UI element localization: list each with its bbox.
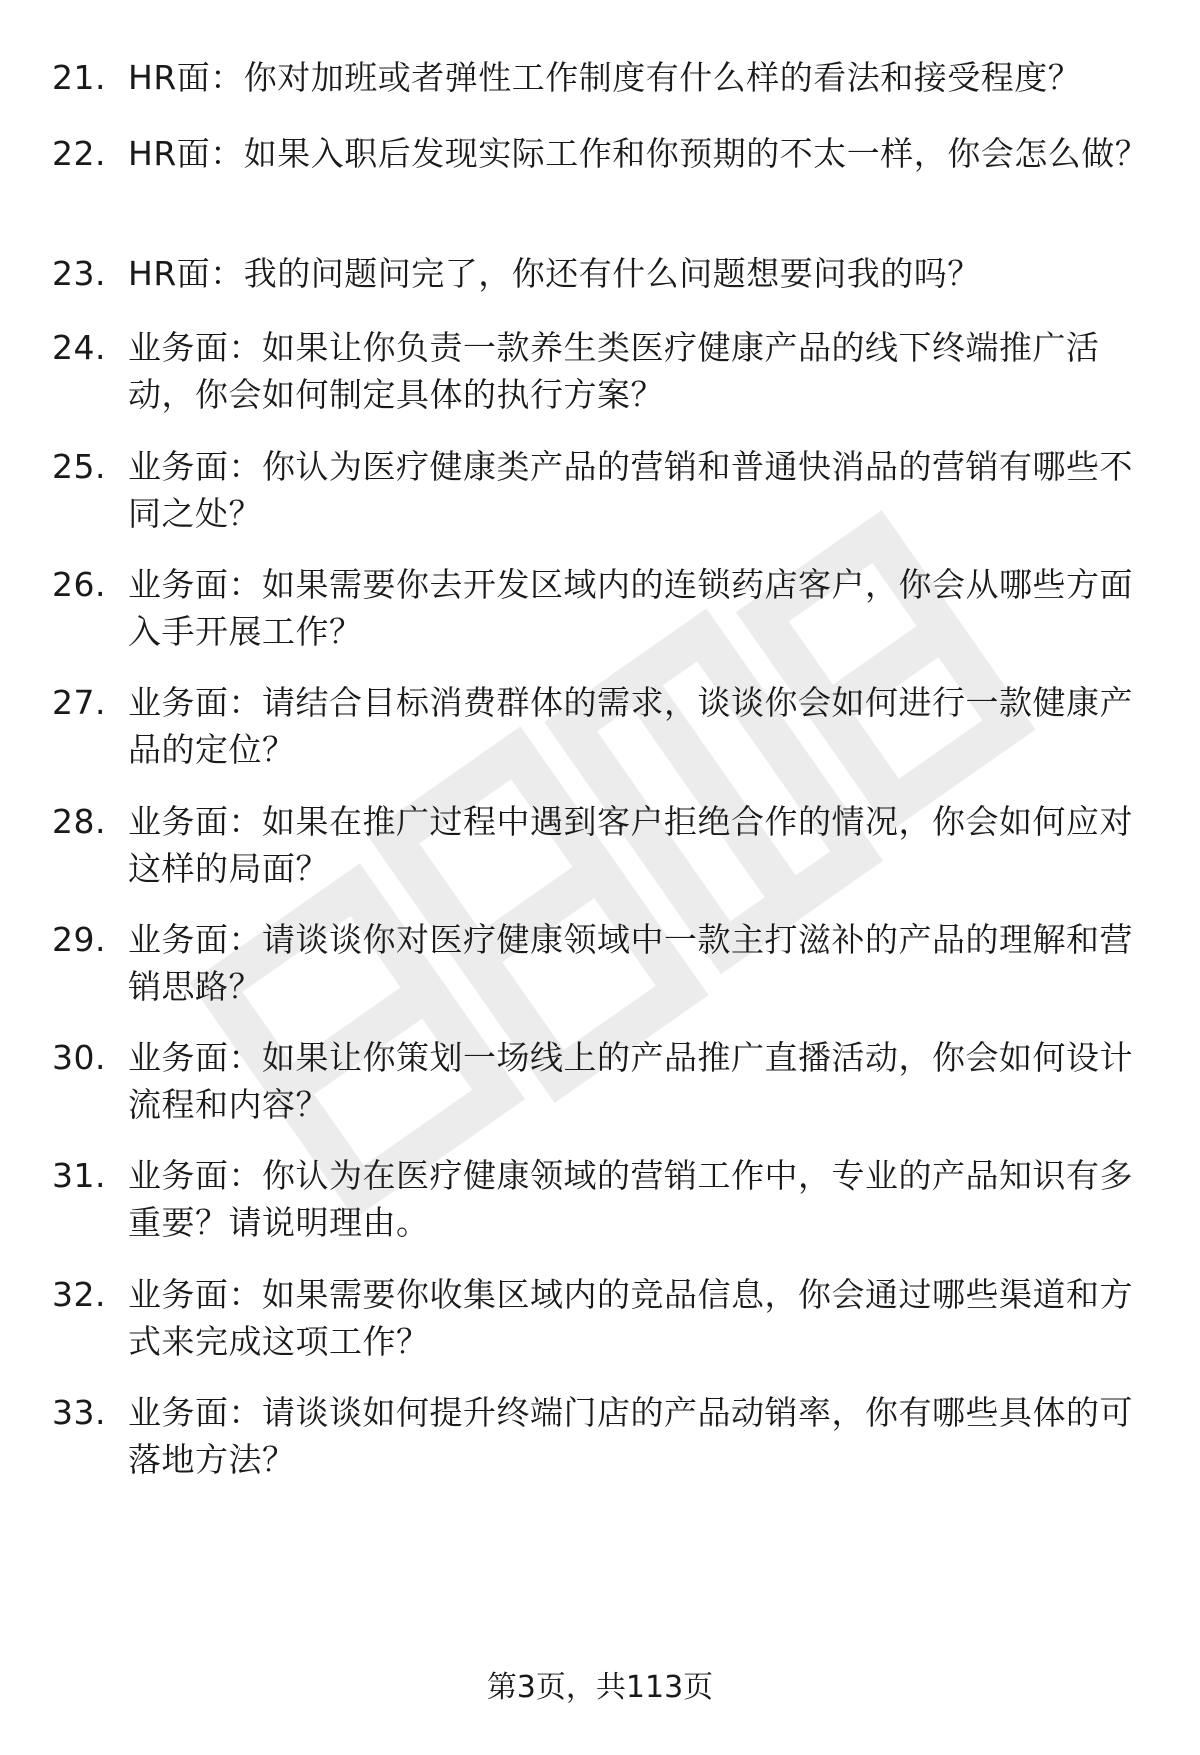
list-item — [52, 1271, 1162, 1365]
list-item — [52, 679, 1162, 773]
list-item — [52, 130, 1162, 177]
question-number: 22. — [52, 134, 106, 173]
question-text: HR面：如果入职后发现实际工作和你预期的不太一样，你会怎么做？ — [128, 134, 1149, 173]
question-number: 23. — [52, 254, 106, 293]
page-footer — [0, 1668, 1200, 1708]
question-text: 业务面：你认为医疗健康类产品的营销和普通快消品的营销有哪些不同之处？ — [128, 447, 1133, 533]
list-item — [52, 324, 1162, 418]
question-number: 21. — [52, 58, 106, 97]
question-number: 24. — [52, 328, 106, 367]
question-text: 业务面：如果在推广过程中遇到客户拒绝合作的情况，你会如何应对这样的局面？ — [128, 802, 1133, 888]
question-number: 28. — [52, 802, 106, 841]
list-item — [52, 1389, 1162, 1483]
question-number: 27. — [52, 683, 106, 722]
list-item — [52, 798, 1162, 892]
question-text: 业务面：请结合目标消费群体的需求，谈谈你会如何进行一款健康产品的定位？ — [128, 683, 1133, 769]
list-item — [52, 561, 1162, 655]
list-item — [52, 916, 1162, 1010]
question-text: 业务面：如果让你负责一款养生类医疗健康产品的线下终端推广活动，你会如何制定具体的执行方案？ — [128, 328, 1100, 414]
question-number: 31. — [52, 1156, 106, 1195]
list-item — [52, 1034, 1162, 1128]
question-number: 25. — [52, 447, 106, 486]
question-text: HR面：你对加班或者弹性工作制度有什么样的看法和接受程度？ — [128, 58, 1082, 97]
question-number: 32. — [52, 1275, 106, 1314]
question-number: 30. — [52, 1038, 106, 1077]
question-text: 业务面：如果需要你去开发区域内的连锁药店客户，你会从哪些方面入手开展工作？ — [128, 565, 1133, 651]
question-number: 33. — [52, 1393, 106, 1432]
list-item — [52, 250, 1162, 297]
question-text: 业务面：请谈谈你对医疗健康领域中一款主打滋补的产品的理解和营销思路？ — [128, 920, 1133, 1006]
page-number-label: 第3页，共113页 — [486, 1670, 714, 1705]
question-text: 业务面：你认为在医疗健康领域的营销工作中，专业的产品知识有多重要？请说明理由。 — [128, 1156, 1133, 1242]
question-text: HR面：我的问题问完了，你还有什么问题想要问我的吗？ — [128, 254, 981, 293]
question-text: 业务面：如果需要你收集区域内的竞品信息，你会通过哪些渠道和方式来完成这项工作？ — [128, 1275, 1133, 1361]
question-text: 业务面：如果让你策划一场线上的产品推广直播活动，你会如何设计流程和内容？ — [128, 1038, 1133, 1124]
question-text: 业务面：请谈谈如何提升终端门店的产品动销率，你有哪些具体的可落地方法？ — [128, 1393, 1133, 1479]
list-item — [52, 54, 1162, 101]
list-item — [52, 1152, 1162, 1246]
question-number: 29. — [52, 920, 106, 959]
list-item — [52, 443, 1162, 537]
question-number: 26. — [52, 565, 106, 604]
